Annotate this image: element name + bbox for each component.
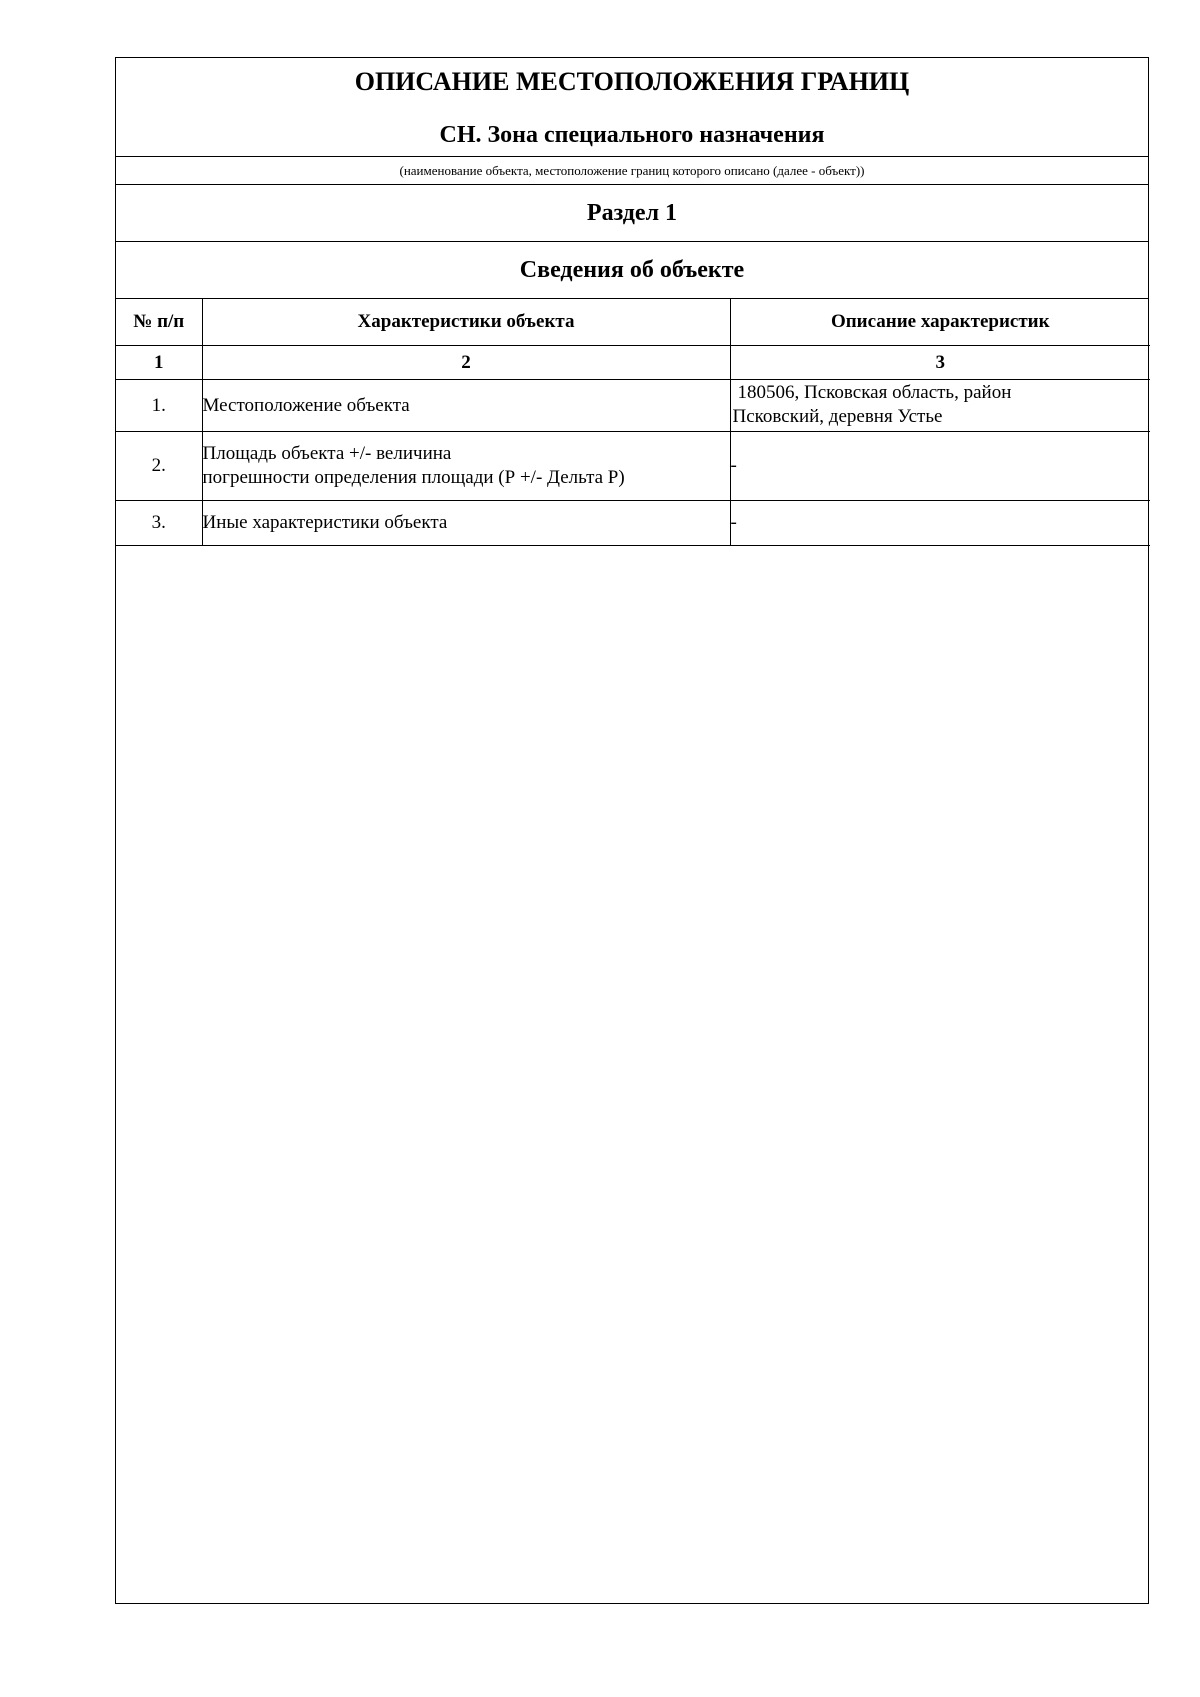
column-header-number: № п/п xyxy=(116,299,202,346)
section-title: Сведения об объекте xyxy=(116,242,1148,299)
characteristic-value-line: Псковский, деревня Устье xyxy=(732,405,943,427)
characteristic-name xyxy=(202,380,730,432)
object-info-table xyxy=(116,299,1150,546)
document-frame xyxy=(115,57,1149,1604)
table-header-row xyxy=(116,299,1150,346)
characteristic-name-line: погрешности определения площади (Р +/- Дельта Р) xyxy=(202,467,625,488)
table-row xyxy=(116,432,1150,501)
characteristic-value xyxy=(730,501,1150,546)
table-row xyxy=(116,501,1150,546)
table-row xyxy=(116,380,1150,432)
document-title: ОПИСАНИЕ МЕСТОПОЛОЖЕНИЯ ГРАНИЦ xyxy=(354,67,910,96)
characteristic-value xyxy=(730,380,1150,432)
characteristic-name-line: Местоположение объекта xyxy=(202,394,410,416)
section-heading: Раздел 1 xyxy=(116,185,1148,242)
characteristic-value-line: - xyxy=(730,455,737,477)
object-name: СН. Зона специального назначения xyxy=(439,122,825,148)
row-number: 2. xyxy=(116,432,202,501)
characteristic-name-line: Иные характеристики объекта xyxy=(202,512,448,534)
column-header-characteristics: Характеристики объекта xyxy=(202,299,730,346)
characteristic-value xyxy=(730,432,1150,501)
characteristic-name xyxy=(202,501,730,546)
object-name-caption: (наименование объекта, местоположение границ которого описано (далее - объект)) xyxy=(116,157,1148,185)
column-header-description: Описание характеристик xyxy=(730,299,1150,346)
characteristic-value-line: - xyxy=(730,512,737,534)
column-number: 3 xyxy=(730,346,1150,380)
characteristic-name-line: Площадь объекта +/- величина xyxy=(202,443,452,465)
column-numbers-row xyxy=(116,346,1150,380)
column-number: 1 xyxy=(116,346,202,380)
row-number: 1. xyxy=(116,380,202,432)
characteristic-value-line: 180506, Псковская область, район xyxy=(737,382,1012,403)
characteristic-name xyxy=(202,432,730,501)
title-block xyxy=(116,58,1148,157)
row-number: 3. xyxy=(116,501,202,546)
column-number: 2 xyxy=(202,346,730,380)
